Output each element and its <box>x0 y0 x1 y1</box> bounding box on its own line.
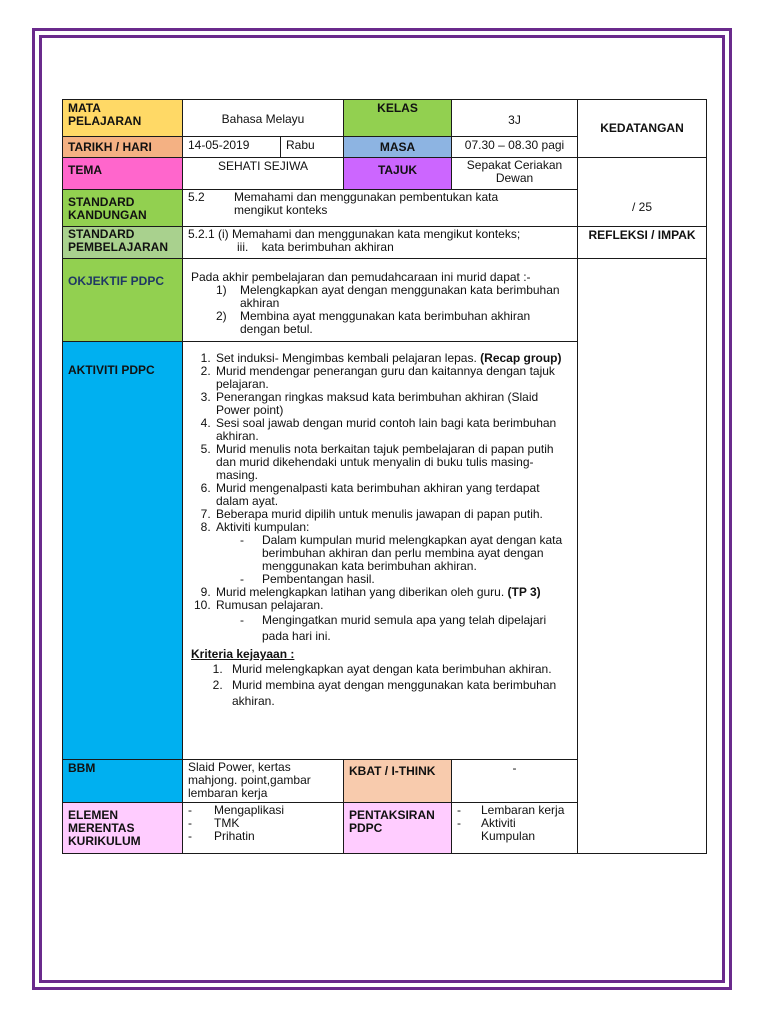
sk-text: Memahami dan menggunakan pembentukan kata mengikut konteks <box>234 190 499 217</box>
tarikh-value: 14-05-2019 <box>182 136 281 158</box>
elemen-item-1: - Mengaplikasi <box>188 804 338 817</box>
aktiviti-item-6: 6. Murid mengenalpasti kata berimbuhan akhiran yang terdapat dalam ayat. <box>214 482 572 508</box>
tema-value: SEHATI SEJIWA <box>182 157 344 190</box>
aktiviti-item-8: 8. Aktiviti kumpulan: - Dalam kumpulan murid melengkapkan ayat dengan kata berimbuhan akhiran dan perlu membina ayat dengan menggunakan kata berimbuhan akhiran. - Pembentangan hasil. <box>214 521 572 586</box>
refleksi-value <box>577 258 707 854</box>
aktiviti-label: AKTIVITI PDPC <box>62 341 183 760</box>
masa-label: MASA <box>343 136 452 158</box>
standard-kandungan-label: STANDARD KANDUNGAN <box>62 189 183 227</box>
objektif-content <box>182 258 578 342</box>
aktiviti-item-10-sub-1: - Mengingatkan murid semula apa yang telah dipelajari pada hari ini. <box>240 612 572 644</box>
mata-pelajaran-label: MATA PELAJARAN <box>62 99 183 137</box>
objektif-item-1: 1) Melengkapkan ayat dengan menggunakan kata berimbuhan akhiran <box>216 283 560 310</box>
aktiviti-item-2: 2. Murid mendengar penerangan guru dan kaitannya dengan tajuk pelajaran. <box>214 365 572 391</box>
aktiviti-item-10: 10. Rumusan pelajaran. - Mengingatkan murid semula apa yang telah dipelajari pada hari ini. <box>214 599 572 644</box>
objektif-intro: Pada akhir pembelajaran dan pemudahcaraan ini murid dapat :- <box>191 270 531 284</box>
elemen-item-2: - TMK <box>188 817 338 830</box>
kelas-value: 3J <box>451 99 578 137</box>
elemen-item-3: - Prihatin <box>188 830 338 843</box>
pentaksiran-item-2: - Aktiviti Kumpulan <box>457 817 572 843</box>
kriteria-label: Kriteria kejayaan : <box>191 647 295 661</box>
tema-label: TEMA <box>62 157 183 190</box>
mata-pelajaran-value: Bahasa Melayu <box>182 99 344 137</box>
kedatangan-label: KEDATANGAN <box>577 99 707 158</box>
kbat-label: KBAT / I-THINK <box>343 759 452 803</box>
kedatangan-value: / 25 <box>577 157 707 227</box>
aktiviti-item-5: 5. Murid menulis nota berkaitan tajuk pembelajaran di papan putih dan murid dikehendaki untuk menyalin di buku tulis masing-masing. <box>214 443 572 482</box>
kbat-value: - <box>451 759 578 803</box>
objektif-label: OKJEKTIF PDPC <box>62 258 183 342</box>
aktiviti-item-8-sub-2: - Pembentangan hasil. <box>240 573 572 586</box>
sp-line2: iii. kata berimbuhan akhiran <box>237 240 394 254</box>
masa-value: 07.30 – 08.30 pagi <box>451 136 578 158</box>
bbm-label: BBM <box>62 759 183 803</box>
kriteria-item-2: 2. Murid membina ayat dengan menggunakan kata berimbuhan akhiran. <box>226 677 572 709</box>
aktiviti-item-8-sub-1: - Dalam kumpulan murid melengkapkan ayat dengan kata berimbuhan akhiran dan perlu membina ayat dengan menggunakan kata berimbuhan akhiran. <box>240 534 572 573</box>
sp-line1: 5.2.1 (i) Memahami dan menggunakan kata mengikut konteks; <box>188 227 521 241</box>
pentaksiran-item-1: - Lembaran kerja <box>457 804 572 817</box>
hari-value: Rabu <box>280 136 344 158</box>
kelas-label: KELAS <box>343 99 452 137</box>
tajuk-label: TAJUK <box>343 157 452 190</box>
pentaksiran-value <box>451 802 578 854</box>
bbm-value: Slaid Power, kertas mahjong. point,gambar lembaran kerja <box>182 759 344 803</box>
aktiviti-item-7: 7. Beberapa murid dipilih untuk menulis jawapan di papan putih. <box>214 508 572 521</box>
standard-pembelajaran-label: STANDARD PEMBELAJARAN <box>62 226 183 259</box>
aktiviti-content <box>182 341 578 760</box>
objektif-item-2: 2) Membina ayat menggunakan kata berimbuhan akhiran dengan betul. <box>216 309 531 336</box>
kriteria-item-1: 1. Murid melengkapkan ayat dengan kata berimbuhan akhiran. <box>226 661 572 677</box>
standard-kandungan-value <box>182 189 578 227</box>
aktiviti-item-1: 1. Set induksi- Mengimbas kembali pelajaran lepas. (Recap group) <box>214 352 572 365</box>
pentaksiran-label: PENTAKSIRAN PDPC <box>343 802 452 854</box>
refleksi-label: REFLEKSI / IMPAK <box>577 226 707 259</box>
aktiviti-item-9: 9. Murid melengkapkan latihan yang diberikan oleh guru. (TP 3) <box>214 586 572 599</box>
aktiviti-item-4: 4. Sesi soal jawab dengan murid contoh lain bagi kata berimbuhan akhiran. <box>214 417 572 443</box>
tajuk-value: Sepakat Ceriakan Dewan <box>451 157 578 190</box>
sk-code: 5.2 <box>188 190 205 204</box>
elemen-label: ELEMEN MERENTAS KURIKULUM <box>62 802 183 854</box>
standard-pembelajaran-value <box>182 226 578 259</box>
aktiviti-item-3: 3. Penerangan ringkas maksud kata berimbuhan akhiran (Slaid Power point) <box>214 391 572 417</box>
tarikh-hari-label: TARIKH / HARI <box>62 136 183 158</box>
elemen-value <box>182 802 344 854</box>
